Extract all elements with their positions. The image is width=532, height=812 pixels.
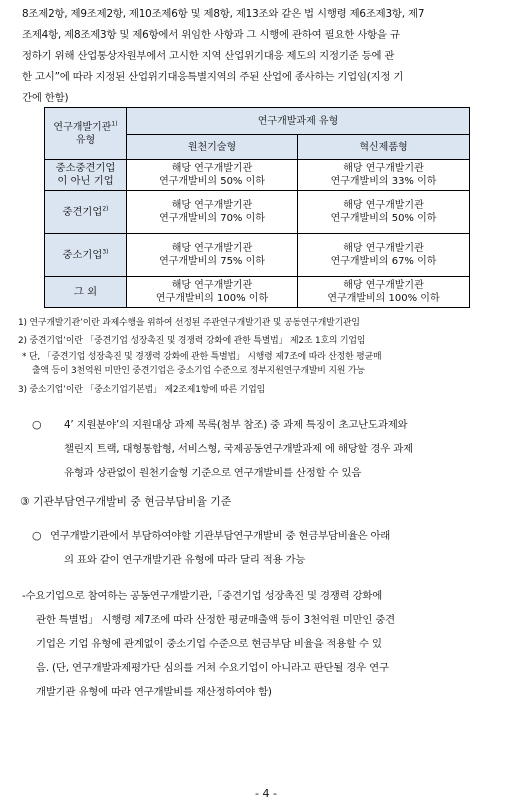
- rd-cost-ratio-table: [44, 107, 470, 308]
- table-cell: 해당 연구개발기관 연구개발비의 70% 이하: [127, 191, 298, 234]
- table-row: [45, 277, 470, 308]
- table-cell: 해당 연구개발기관 연구개발비의 67% 이하: [298, 234, 470, 277]
- table-cell: 해당 연구개발기관 연구개발비의 50% 이하: [127, 160, 298, 191]
- bullet-marker: ○: [32, 418, 42, 431]
- table-cell: 해당 연구개발기관 연구개발비의 50% 이하: [298, 191, 470, 234]
- table-col-header: 혁신제품형: [298, 135, 470, 160]
- table-cell: 해당 연구개발기관 연구개발비의 33% 이하: [298, 160, 470, 191]
- footnote-3: 3) 중소기업’이란 「중소기업기본법」 제2조제1항에 따른 기업임: [18, 385, 266, 395]
- footnote-star: * 단, 「중견기업 성장촉진 및 경쟁력 강화에 관한 특별법」 시행령 제7조에 따라 산정한 평균매 출액 등이 3천억원 미만인 중견기업은 중소기업 수준으로 정부지원연구개발비 지원 가능: [22, 352, 382, 376]
- bullet-paragraph: 4’ 지원분야’의 지원대상 과제 목록(첨부 참조) 중 과제 특징이 초고난도과제와 챌린지 트랙, 대형통합형, 서비스형, 국제공동연구개발과제 에 해당할 경우 과제 유형과 상관없이 원천기술형 기준으로 연구개발비를 산정할 수 있음: [64, 419, 413, 479]
- table-cell: 해당 연구개발기관 연구개발비의 100% 이하: [127, 277, 298, 308]
- bullet-paragraph: 연구개발기관에서 부담하여야할 기관부담연구개발비 중 현금부담비율은 아래 의 표와 같이 연구개발기관 유형에 따라 달리 적용 가능: [50, 530, 391, 566]
- intro-line: 정하기 위해 산업통상자원부에서 고시한 지역 산업위기대응 제도의 지정기준 등에 관: [22, 50, 395, 62]
- section-heading: ③ 기관부담연구개발비 중 현금부담비율 기준: [20, 495, 232, 508]
- row-label: 그 외: [45, 277, 127, 308]
- intro-line: 조제4항, 제8조제3항 및 제6항에서 위임한 사항과 그 시행에 관하여 필요한 사항을 규: [22, 29, 400, 41]
- table-row: [45, 191, 470, 234]
- table-cell: 해당 연구개발기관 연구개발비의 100% 이하: [298, 277, 470, 308]
- intro-line: 한 고시”에 따라 지정된 산업위기대응특별지역의 주된 산업에 종사하는 기업임(지정 기: [22, 71, 404, 83]
- row-label: 중견기업$^{2)}$: [45, 191, 127, 234]
- row-label: 중소중견기업 이 아닌 기업: [45, 160, 127, 191]
- intro-line: 8조제2항, 제9조제2항, 제10조제6항 및 제8항, 제13조와 같은 법 시행령 제6조제3항, 제7: [22, 8, 425, 20]
- table-cell: 해당 연구개발기관 연구개발비의 75% 이하: [127, 234, 298, 277]
- table-group-header: 연구개발과제 유형: [127, 108, 470, 135]
- footnote-2: 2) 중견기업’이란 「중견기업 성장촉진 및 경쟁력 강화에 관한 특별법」 제2조 1호의 기업임: [18, 336, 366, 346]
- table-row: [45, 234, 470, 277]
- footnote-1: 1) 연구개발기관’이란 과제수행을 위하여 선정된 주관연구개발기관 및 공동연구개발기관임: [18, 318, 360, 328]
- table-corner-header: 연구개발기관$^{1)}$ 유형: [45, 108, 127, 160]
- row-label: 중소기업$^{3)}$: [45, 234, 127, 277]
- table-col-header: 원천기술형: [127, 135, 298, 160]
- page-number: - 4 -: [255, 787, 277, 800]
- intro-line: 간에 한함): [22, 92, 69, 104]
- bullet-marker: ○: [32, 529, 42, 542]
- intro-paragraph: [22, 4, 520, 109]
- table-row: [45, 160, 470, 191]
- dash-paragraph: -수요기업으로 참여하는 공동연구개발기관,「중견기업 성장촉진 및 경쟁력 강화에 관한 특별법」 시행령 제7조에 따라 산정한 평균매출액 등이 3천억원 미만인 중견 기업은 기업 유형에 관계없이 중소기업 수준으로 현금부담 비율을 적용할 수 있 음. (단, 연구개발과제평가단 심의를 거쳐 수요기업이 아니라고 판단될 경우 연구 개발기관 유형에 따라 연구개발비를 재산정하여야 함): [22, 590, 395, 698]
